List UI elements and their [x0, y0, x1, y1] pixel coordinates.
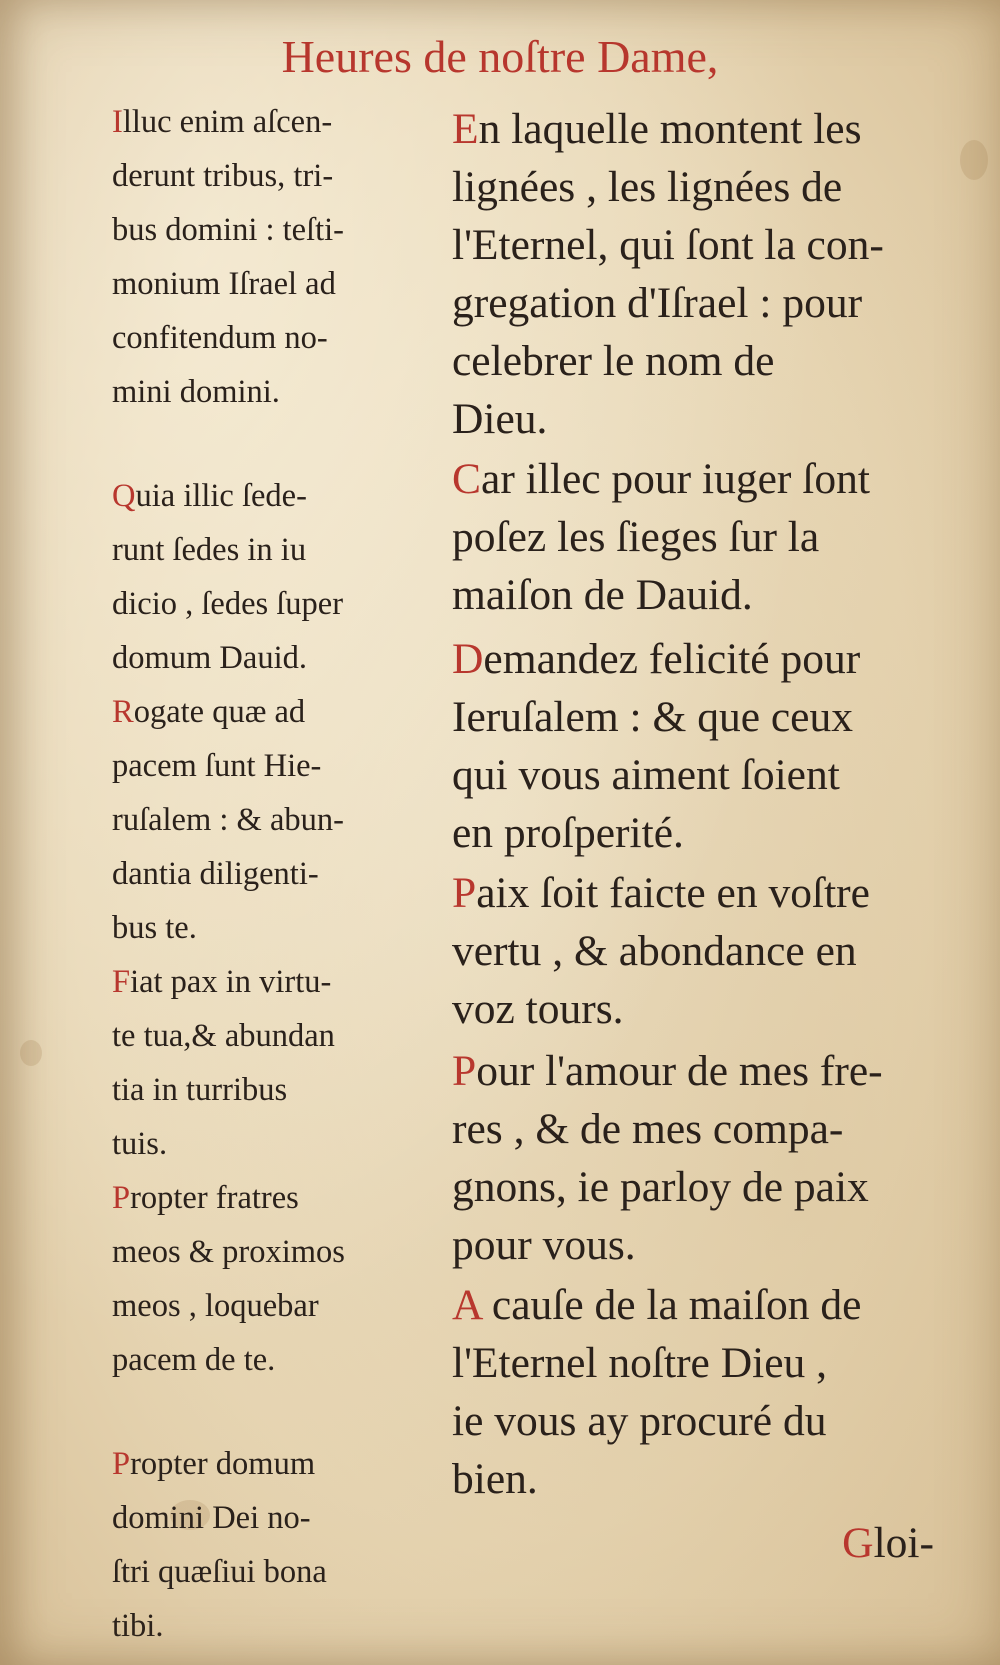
drop-initial: P	[112, 1446, 131, 1482]
latin-line: iat pax in virtu-	[130, 964, 332, 1000]
catchword-text: loi-	[873, 1519, 934, 1567]
drop-initial: P	[112, 1180, 131, 1216]
french-line: qui vous aiment ſoient	[452, 751, 840, 799]
latin-line: bus te.	[112, 910, 197, 946]
french-line: celebrer le nom de	[452, 337, 775, 385]
latin-line: dantia diligenti-	[112, 856, 319, 892]
drop-initial: P	[452, 869, 477, 917]
french-line: bien.	[452, 1455, 538, 1503]
latin-line: ſtri quæſiui bona	[112, 1554, 327, 1590]
latin-line: pacem ſunt Hie-	[112, 748, 322, 784]
catchword-initial: G	[842, 1519, 874, 1567]
latin-line: confitendum no-	[112, 320, 328, 356]
drop-initial: R	[112, 694, 134, 730]
latin-line: uia illic ſede-	[135, 478, 307, 514]
drop-initial: C	[452, 455, 482, 503]
latin-line: meos & proximos	[112, 1234, 345, 1270]
french-line: cauſe de la maiſon de	[481, 1281, 862, 1329]
latin-line: ropter fratres	[130, 1180, 299, 1216]
latin-line: derunt tribus, tri-	[112, 158, 334, 194]
latin-line: bus domini : teſti-	[112, 212, 345, 248]
latin-line: lluc enim aſcen-	[122, 104, 333, 140]
latin-line: tuis.	[112, 1126, 168, 1162]
drop-initial: F	[112, 964, 131, 1000]
french-line: ie vous ay procuré du	[452, 1397, 827, 1445]
drop-initial: P	[452, 1047, 477, 1095]
french-line: n laquelle montent les	[478, 105, 862, 153]
french-line: pour vous.	[452, 1221, 636, 1269]
latin-line: domini Dei no-	[112, 1500, 311, 1536]
latin-line: te tua,& abundan	[112, 1018, 335, 1054]
french-line: l'Eternel noſtre Dieu ,	[452, 1339, 828, 1387]
french-line: maiſon de Dauid.	[452, 571, 753, 619]
french-line: res , & de mes compa-	[452, 1105, 844, 1153]
running-header: Heures de noſtre Dame,	[281, 31, 719, 82]
latin-line: ropter domum	[130, 1446, 316, 1482]
drop-initial: E	[452, 105, 479, 153]
french-line: ar illec pour iuger ſont	[481, 455, 870, 503]
latin-line: tia in turribus	[112, 1072, 288, 1108]
drop-initial: D	[452, 635, 484, 683]
latin-line: ruſalem : & abun-	[112, 802, 344, 838]
french-line: our l'amour de mes fre-	[476, 1047, 883, 1095]
french-line: gnons, ie parloy de paix	[452, 1163, 869, 1211]
french-line: l'Eternel, qui ſont la con-	[452, 221, 884, 269]
french-line: aix ſoit faicte en voſtre	[476, 869, 870, 917]
latin-line: monium Iſrael ad	[112, 266, 336, 302]
latin-line: domum Dauid.	[112, 640, 307, 676]
latin-line: tibi.	[112, 1608, 164, 1644]
french-line: emandez felicité pour	[483, 635, 861, 683]
drop-initial: Q	[112, 478, 136, 514]
latin-line: dicio , ſedes ſuper	[112, 586, 344, 622]
drop-initial: I	[112, 104, 123, 140]
french-line: voz tours.	[452, 985, 624, 1033]
french-line: Ieruſalem : & que ceux	[452, 693, 853, 741]
latin-line: mini domini.	[112, 374, 280, 410]
french-line: lignées , les lignées de	[452, 163, 843, 211]
french-line: Dieu.	[452, 395, 548, 443]
latin-line: runt ſedes in iu	[112, 532, 307, 568]
drop-initial: A	[452, 1281, 482, 1329]
latin-line: pacem de te.	[112, 1342, 276, 1378]
french-line: poſez les ſieges ſur la	[452, 513, 820, 561]
french-line: vertu , & abondance en	[452, 927, 857, 975]
latin-line: meos , loquebar	[112, 1288, 319, 1324]
french-line: en proſperité.	[452, 809, 684, 857]
french-line: gregation d'Iſrael : pour	[452, 279, 863, 327]
catchword	[842, 1518, 934, 1568]
latin-line: ogate quæ ad	[133, 694, 306, 730]
